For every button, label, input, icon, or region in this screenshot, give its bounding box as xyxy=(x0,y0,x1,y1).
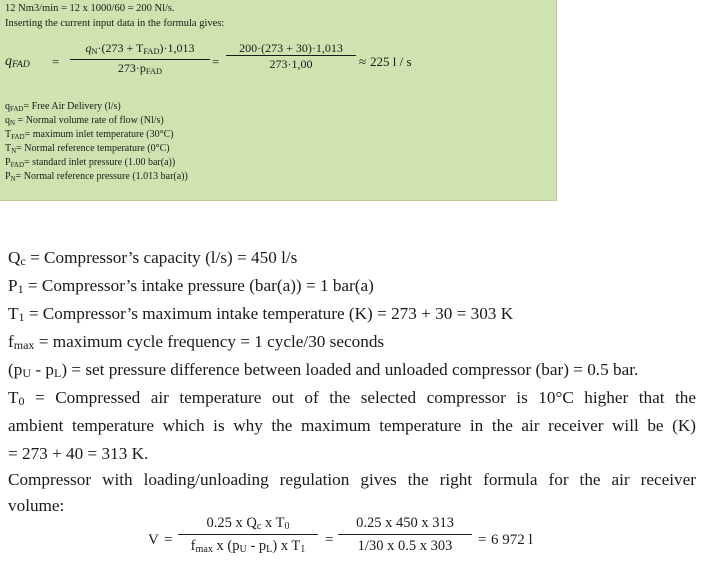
volume-lhs: V xyxy=(148,532,159,548)
volume-fraction-symbolic xyxy=(178,515,318,555)
volume-equals-1: = xyxy=(164,532,173,548)
definition-item: $q_{FAD}=$ Free Air Delivery (l/s) xyxy=(5,101,121,113)
fad-fraction-symbolic-denominator: $273\cdot p_{FAD}$ xyxy=(117,61,163,76)
volume-equals-3: = xyxy=(478,532,487,548)
fad-fraction-numeric-numerator: 200·(273 + 30)·1,013 xyxy=(226,42,356,56)
volume-equals-2: = xyxy=(325,532,334,548)
fmax-definition: $f_{max}$ = maximum cycle frequency = 1 cycle/30 seconds xyxy=(8,332,385,352)
volume-result: 6 972 l xyxy=(491,532,533,548)
t0-definition-line-3: = 273 + 40 = 313 K. xyxy=(8,444,149,463)
volume-fraction-symbolic-numerator: 0.25 x $Q_c$ x $T_0$ xyxy=(178,515,318,535)
fad-equals-2: = xyxy=(212,54,220,69)
definition-item: $P_{FAD}=$ standard inlet pressure (1.00 bar(a)) xyxy=(5,157,176,169)
definition-item: $P_N=$ Normal reference pressure (1.013 bar(a)) xyxy=(5,171,188,183)
volume-fraction-symbolic-denominator: $f_{max}$ x $(p_U - p_L)$ x $T_1$ xyxy=(190,538,306,555)
p1-definition: $P_1$ = Compressor’s intake pressure (bar(a)) = 1 bar(a) xyxy=(8,276,374,296)
conversion-line: 12 Nm3/min = 12 x 1000/60 = 200 Nl/s. xyxy=(5,3,175,14)
t0-definition-line-2: ambient temperature which is why the maximum temperature in the air receiver will be (K) xyxy=(8,416,696,435)
fad-approx: ≈ xyxy=(359,54,367,69)
definition-item: $q_N$ = Normal volume rate of flow (Nl/s) xyxy=(5,115,164,127)
document-body xyxy=(8,0,696,583)
definition-item: $T_{FAD}=$ maximum inlet temperature (30°C) xyxy=(5,129,174,141)
t1-definition: $T_1$ = Compressor’s maximum intake temperature (K) = 273 + 30 = 303 K xyxy=(8,304,514,324)
regulation-text-line-2: volume: xyxy=(8,496,65,515)
fad-fraction-symbolic-numerator: $q_N\cdot(273 + T_{FAD})\cdot 1,013$ xyxy=(70,42,210,60)
regulation-text: Compressor with loading/unloading regulation gives the right formula for the air receiver xyxy=(8,470,696,489)
qc-definition: $Q_c$ = Compressor’s capacity (l/s) = 450 l/s xyxy=(8,248,298,268)
t0-definition: $T_0$ = Compressed air temperature out of the selected compressor is 10°C higher that the xyxy=(8,388,696,408)
fad-result: 225 l / s xyxy=(370,54,412,69)
volume-fraction-numeric-numerator: 0.25 x 450 x 313 xyxy=(338,515,472,535)
fad-equals-1: = xyxy=(52,54,60,69)
inserting-line: Inserting the current input data in the formula gives: xyxy=(5,18,225,29)
fad-fraction-numeric-denominator: 273·1,00 xyxy=(269,57,313,71)
definition-item: $T_N=$ Normal reference temperature (0°C) xyxy=(5,143,170,155)
volume-fraction-numeric-denominator: 1/30 x 0.5 x 303 xyxy=(357,538,453,554)
volume-fraction-numeric xyxy=(338,515,472,555)
pressure-difference-definition: $(p_U - p_L)$ = set pressure difference between loaded and unloaded compressor (bar) = 0.5 bar. xyxy=(8,360,639,380)
fad-lhs: $q_{FAD}$ xyxy=(5,54,30,70)
